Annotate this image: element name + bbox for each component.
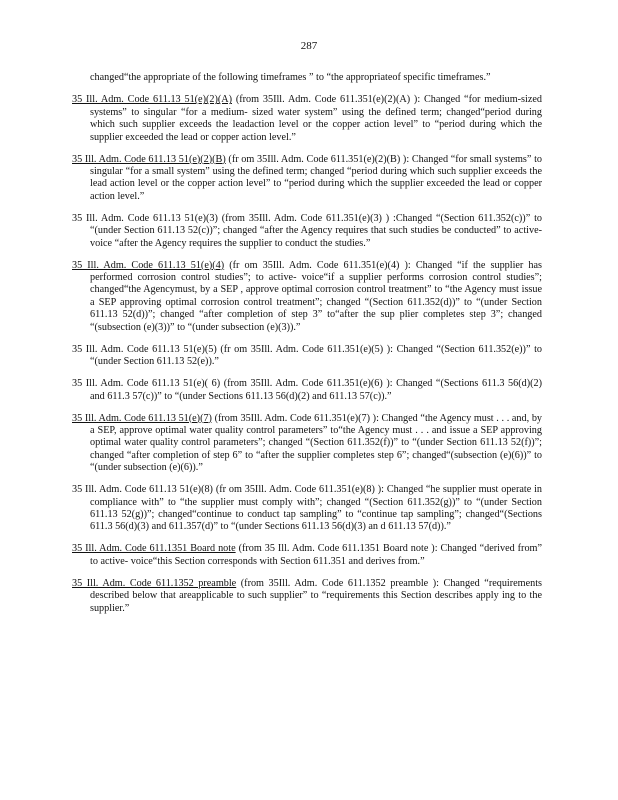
citation: 35 Ill. Adm. Code 611.13 51(e)(8) [72,484,213,496]
entry-text: (from 35Ill. Adm. Code 611.1352 preamble ): Changed “requirements described below that areapplicable to such supplier” to “requirements this Section describes apply ing to the supplier.” [90,577,542,614]
entry-text: (fr om 35Ill. Adm. Code 611.351(e)(2)(B) ): Changed “for small systems” to singular “for a small system” using the defined term; changed “period during which such supplier exceeds the lead action level or the copper action level” to “period during which the supplier exceeded the lead or copper action level.” [90,153,543,202]
citation: 35 Ill. Adm. Code 611.13 51(e)(2)(A) [72,94,232,106]
amendment-entry [72,413,542,475]
amendment-entry [72,94,542,144]
amendment-entry [72,578,542,615]
amendment-entry [72,543,542,568]
citation: 35 Ill. Adm. Code 611.1352 preamble [72,577,237,589]
document-body [72,72,542,625]
amendment-entry [72,213,542,250]
citation: 35 Ill. Adm. Code 611.13 51(e)(3) [72,212,218,224]
paragraph-continuation [72,72,542,84]
entry-text: (from 35Ill. Adm. Code 611.351(e)(7) ): Changed “the Agency must . . . and, by a SEP, approve optimal water quality control parameters” to“the Agency must . . . and issue a SEP approving optimal water quality control parameters”; changed “(Section 611.352(f))” to “(under Section 611.13 52(f))”; changed “after completion of step 6” to “after the supplier completes step 6”; changed“(subsection (e)(6))” to “(under subsection (e)(6)).” [90,412,543,474]
amendment-entry [72,154,542,204]
citation: 35 Ill. Adm. Code 611.13 51(e)(4) [72,259,225,271]
page-number: 287 [300,40,318,52]
entry-text: (from 35Ill. Adm. Code 611.351(e)(6) ): Changed “(Sections 611.3 56(d)(2) and 611.3 57(c))” to “(under Sections 611.13 56(d)(2) and 611.13 57(c)).” [90,378,543,402]
citation: 35 Ill. Adm. Code 611.13 51(e)(7) [72,412,212,424]
amendment-entry [72,484,542,534]
citation: 35 Ill. Adm. Code 611.13 51(e)(2)(B) [72,153,226,165]
citation: 35 Ill. Adm. Code 611.13 51(e)( 6) [72,378,221,390]
amendment-entry [72,344,542,369]
citation: 35 Ill. Adm. Code 611.1351 Board note [72,543,236,555]
paragraph-text: changed“the appropriate of the following timeframes ” to “the appropriateof specific timeframes.” [90,72,491,83]
entry-text: (from 35Ill. Adm. Code 611.351(e)(3) ) :Changed “(Section 611.352(c))” to “(under Section 611.13 52(c))”; changed “after the Agency requires that such studies be conducted” to active-voice “after the Agency requires the supplier to conduct the studies.” [90,212,542,249]
entry-text: (from 35Ill. Adm. Code 611.351(e)(2)(A) ): Changed “for medium-sized systems” to singular “for a medium- sized water system” using the defined term; changed“period during which such supplier exceeds the leadaction level or the copper action level” to “period during which the supplier exceeded the lead or copper action level.” [90,94,542,143]
citation: 35 Ill. Adm. Code 611.13 51(e)(5) [72,343,217,355]
entry-text: (fr om 35Ill. Adm. Code 611.351(e)(4) ): Changed “if the supplier has performed corrosion control studies”; to active- voice“if a supplier performs corrosion control studies”; changed“the Agencymust, by a SEP , approve optimal corrosion control treatment” to “the Agency must issue a SEP approving optimal corrosion control treatment”; changed “(Section 611.352(d))” to “(under Section 611.13 52(d))”; changed “after completion of step 3” to“after the sup plier completes step 3”; changed “(subsection (e)(3))” to “(under subsection (e)(3)).” [90,259,543,333]
entry-text: (fr om 35Ill. Adm. Code 611.351(e)(5) ): Changed “(Section 611.352(e))” to “(under Section 611.13 52(e)).” [90,343,543,368]
entry-text: (fr om 35Ill. Adm. Code 611.351(e)(8) ): Changed “he supplier must operate in compliance with” to “the supplier must comply with”; changed “(Section 611.352(g))” to “(under Section 611.13 52(g))”; changed“continue to conduct tap sampling” to “continue tap sampling”; changed“(Sections 611.3 56(d)(3) and 611.357(d)” to “(under Sections 611.13 56(d)(3) an d 611.13 57(d)).” [90,484,542,533]
amendment-entry [72,378,542,403]
amendment-entry [72,260,542,334]
entry-text: (from 35 Ill. Adm. Code 611.1351 Board note ): Changed “derived from” to active- voice“this Section corresponds with Section 611.351 and derives from.” [90,543,542,567]
